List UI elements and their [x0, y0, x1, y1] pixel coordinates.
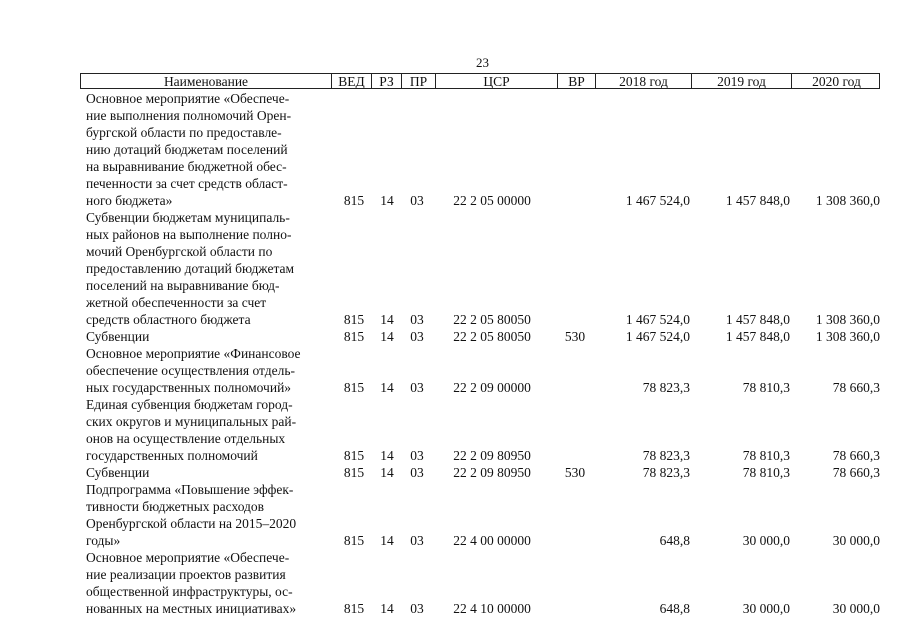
row-name-line: ние выполнения полномочий Орен- — [86, 108, 292, 123]
row-name — [80, 345, 330, 396]
header-pr: ПР — [401, 74, 435, 88]
table-row — [80, 90, 880, 209]
header-2019: 2019 год — [691, 74, 791, 88]
header-ved: ВЕД — [331, 74, 371, 88]
row-csr: 22 2 09 80950 — [453, 448, 531, 463]
row-2018: 78 823,3 — [642, 465, 690, 480]
page-number: 23 — [476, 55, 489, 70]
row-2019: 1 457 848,0 — [725, 312, 790, 327]
row-name-line: нованных на местных инициативах» — [86, 601, 297, 616]
row-name — [80, 90, 330, 209]
row-pr: 03 — [410, 601, 424, 616]
row-name — [80, 464, 330, 481]
row-name — [80, 209, 330, 328]
row-name-line: Единая субвенция бюджетам город- — [86, 397, 293, 412]
row-name-line: Основное мероприятие «Обеспече- — [86, 91, 290, 106]
row-ved: 815 — [343, 380, 365, 395]
row-2020: 30 000,0 — [832, 533, 880, 548]
row-rz: 14 — [380, 533, 394, 548]
table-row — [80, 549, 880, 617]
row-rz: 14 — [380, 601, 394, 616]
row-name — [80, 549, 330, 617]
row-pr: 03 — [410, 465, 424, 480]
row-ved: 815 — [343, 533, 365, 548]
row-ved: 815 — [343, 448, 365, 463]
row-pr: 03 — [410, 329, 424, 344]
row-2020: 30 000,0 — [832, 601, 880, 616]
row-2019: 1 457 848,0 — [725, 329, 790, 344]
row-rz: 14 — [380, 380, 394, 395]
row-name-line: средств областного бюджета — [86, 312, 251, 327]
row-2020: 78 660,3 — [832, 380, 880, 395]
row-rz: 14 — [380, 448, 394, 463]
row-vr: 530 — [564, 465, 586, 480]
row-rz: 14 — [380, 465, 394, 480]
row-name-line: тивности бюджетных расходов — [86, 499, 265, 514]
row-name-line: Основное мероприятие «Обеспече- — [86, 550, 290, 565]
row-2018: 1 467 524,0 — [625, 312, 690, 327]
row-pr: 03 — [410, 533, 424, 548]
row-rz: 14 — [380, 329, 394, 344]
row-2018: 78 823,3 — [642, 380, 690, 395]
row-2018: 648,8 — [659, 601, 690, 616]
row-name-line: мочий Оренбургской области по — [86, 244, 273, 259]
row-name-line: онов на осуществление отдельных — [86, 431, 286, 446]
row-ved: 815 — [343, 329, 365, 344]
header-2020: 2020 год — [791, 74, 881, 88]
row-name-line: Основное мероприятие «Финансовое — [86, 346, 301, 361]
row-2018: 1 467 524,0 — [625, 193, 690, 208]
row-2020: 1 308 360,0 — [815, 329, 880, 344]
row-csr: 22 2 09 00000 — [453, 380, 531, 395]
row-name-line: Субвенции — [86, 465, 150, 480]
row-ved: 815 — [343, 465, 365, 480]
header-name: Наименование — [163, 74, 249, 88]
row-name-line: Оренбургской области на 2015–2020 — [86, 516, 297, 531]
row-pr: 03 — [410, 312, 424, 327]
row-2020: 1 308 360,0 — [815, 193, 880, 208]
row-name-line: бургской области по предоставле- — [86, 125, 282, 140]
row-name-line: нию дотаций бюджетам поселений — [86, 142, 288, 157]
row-name-line: Субвенции — [86, 329, 150, 344]
row-name-line: ных районов на выполнение полно- — [86, 227, 292, 242]
row-name-line: государственных полномочий — [86, 448, 258, 463]
row-2019: 78 810,3 — [742, 380, 790, 395]
row-name-line: ских округов и муниципальных рай- — [86, 414, 297, 429]
row-name-line: поселений на выравнивание бюд- — [86, 278, 280, 293]
row-2019: 30 000,0 — [742, 533, 790, 548]
row-2018: 78 823,3 — [642, 448, 690, 463]
table-row — [80, 481, 880, 549]
header-rz: РЗ — [371, 74, 401, 88]
table-row — [80, 464, 880, 481]
table-row — [80, 345, 880, 396]
row-ved: 815 — [343, 601, 365, 616]
table-row — [80, 396, 880, 464]
table-row — [80, 209, 880, 328]
row-2019: 1 457 848,0 — [725, 193, 790, 208]
row-name — [80, 396, 330, 464]
row-name-line: общественной инфраструктуры, ос- — [86, 584, 293, 599]
row-name-line: Субвенции бюджетам муниципаль- — [86, 210, 290, 225]
header-vr: ВР — [557, 74, 595, 88]
table-row — [80, 328, 880, 345]
row-pr: 03 — [410, 193, 424, 208]
row-csr: 22 4 10 00000 — [453, 601, 531, 616]
row-name-line: предоставлению дотаций бюджетам — [86, 261, 295, 276]
table-body — [80, 90, 880, 617]
row-csr: 22 2 05 80050 — [453, 312, 531, 327]
row-name-line: ного бюджета» — [86, 193, 173, 208]
row-2018: 648,8 — [659, 533, 690, 548]
row-name-line: годы» — [86, 533, 121, 548]
row-name — [80, 481, 330, 549]
row-pr: 03 — [410, 448, 424, 463]
row-2020: 1 308 360,0 — [815, 312, 880, 327]
row-name-line: жетной обеспеченности за счет — [86, 295, 267, 310]
row-name-line: ние реализации проектов развития — [86, 567, 286, 582]
row-2019: 78 810,3 — [742, 465, 790, 480]
row-csr: 22 2 05 80050 — [453, 329, 531, 344]
row-rz: 14 — [380, 312, 394, 327]
row-2018: 1 467 524,0 — [625, 329, 690, 344]
row-name-line: Подпрограмма «Повышение эффек- — [86, 482, 294, 497]
row-csr: 22 2 05 00000 — [453, 193, 531, 208]
row-name-line: ных государственных полномочий» — [86, 380, 292, 395]
row-name — [80, 328, 330, 345]
row-name-line: на выравнивание бюджетной обес- — [86, 159, 287, 174]
row-pr: 03 — [410, 380, 424, 395]
row-vr: 530 — [564, 329, 586, 344]
row-2020: 78 660,3 — [832, 448, 880, 463]
row-ved: 815 — [343, 312, 365, 327]
row-csr: 22 4 00 00000 — [453, 533, 531, 548]
row-name-line: обеспечение осуществления отдель- — [86, 363, 296, 378]
row-ved: 815 — [343, 193, 365, 208]
row-2019: 78 810,3 — [742, 448, 790, 463]
row-rz: 14 — [380, 193, 394, 208]
row-2020: 78 660,3 — [832, 465, 880, 480]
row-csr: 22 2 09 80950 — [453, 465, 531, 480]
row-2019: 30 000,0 — [742, 601, 790, 616]
header-csr: ЦСР — [435, 74, 557, 88]
header-2018: 2018 год — [595, 74, 691, 88]
row-name-line: печенности за счет средств област- — [86, 176, 288, 191]
table-header — [80, 73, 880, 89]
